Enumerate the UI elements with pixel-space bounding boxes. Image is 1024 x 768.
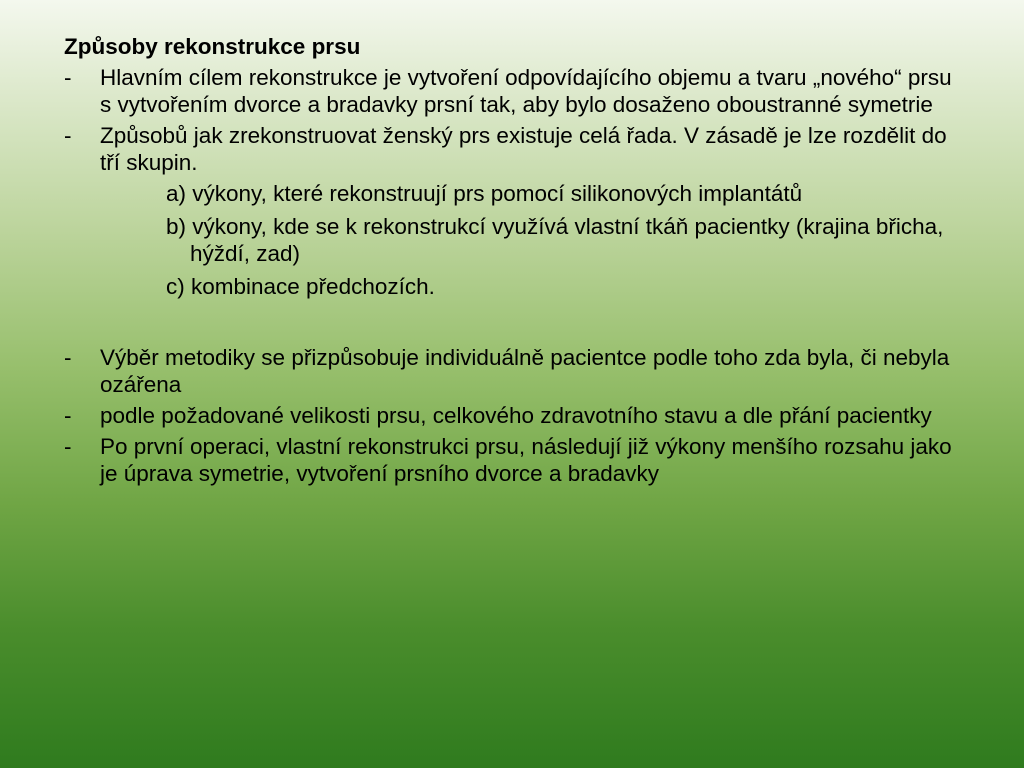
slide-content	[64, 32, 964, 491]
bullet-text: Výběr metodiky se přizpůsobuje individuálně pacientce podle toho zda byla, či nebyla ozářena	[100, 345, 950, 397]
bullet-dash: -	[64, 123, 72, 148]
sub-item: c) kombinace předchozích.	[166, 274, 435, 299]
bullet-item	[64, 433, 964, 487]
bullet-dash: -	[64, 434, 72, 459]
bullet-dash: -	[64, 345, 72, 370]
sub-item: b) výkony, kde se k rekonstrukcí využívá vlastní tkáň pacientky (krajina břicha, hýždí, zad)	[166, 214, 944, 266]
bullet-text: Po první operaci, vlastní rekonstrukci prsu, následují již výkony menšího rozsahu jako je úprava symetrie, vytvoření prsního dvorce a bradavky	[100, 434, 952, 486]
bullet-item	[64, 402, 964, 429]
bullet-text: Hlavním cílem rekonstrukce je vytvoření odpovídajícího objemu a tvaru „nového“ prsu s vytvořením dvorce a bradavky prsní tak, aby bylo dosaženo oboustranné symetrie	[100, 65, 952, 117]
bullet-dash: -	[64, 65, 72, 90]
sub-item: a) výkony, které rekonstruují prs pomocí silikonových implantátů	[166, 181, 803, 206]
bullet-item	[64, 122, 964, 176]
bullet-item	[64, 64, 964, 118]
bullet-item	[64, 344, 964, 398]
bullet-text: podle požadované velikosti prsu, celkového zdravotního stavu a dle přání pacientky	[100, 403, 932, 428]
spacer	[64, 306, 964, 344]
bullet-text: Způsobů jak zrekonstruovat ženský prs existuje celá řada. V zásadě je lze rozdělit do tří skupin.	[100, 123, 947, 175]
slide-title: Způsoby rekonstrukce prsu	[64, 34, 361, 59]
bullet-dash: -	[64, 403, 72, 428]
